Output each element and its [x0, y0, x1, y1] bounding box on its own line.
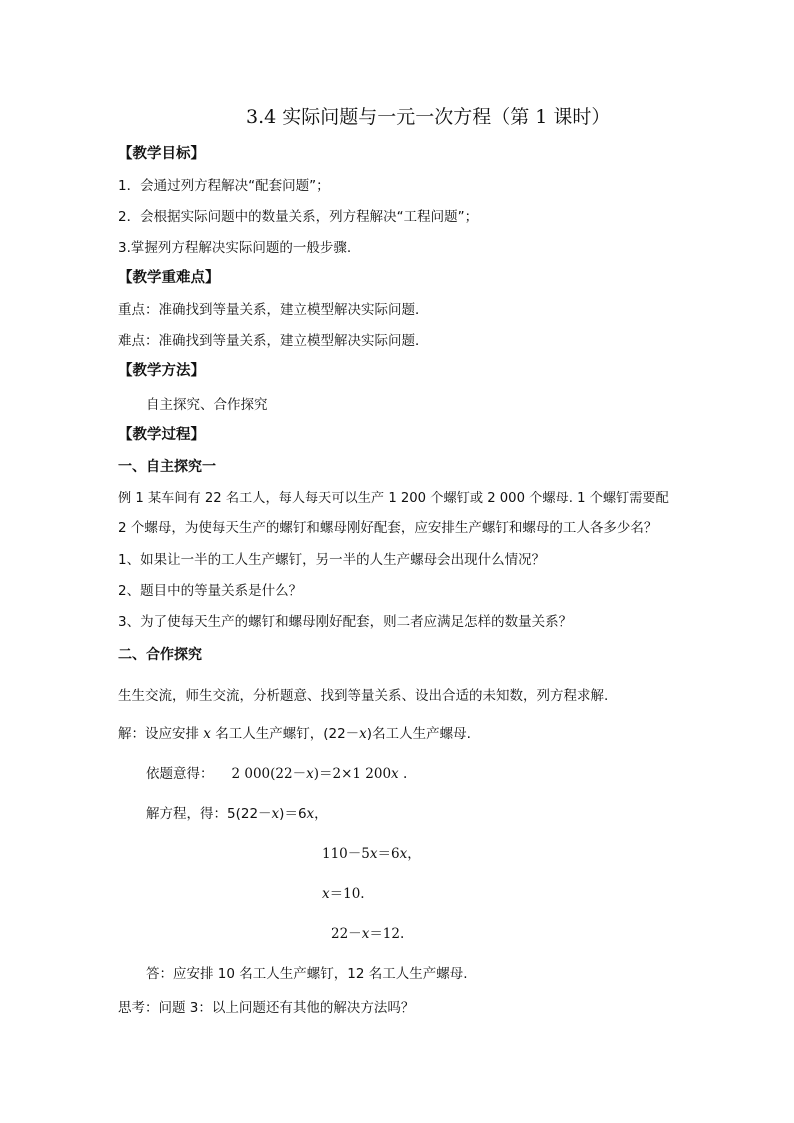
question-item: 1、如果让一半的工人生产螺钉，另一半的人生产螺母会出现什么情况？ [118, 552, 546, 568]
objective-item: 1．会通过列方程解决“配套问题”； [118, 178, 330, 194]
solve-step: 22－x＝12. [331, 926, 405, 942]
objective-item: 3.掌握列方程解决实际问题的一般步骤. [118, 240, 352, 256]
intro-text: 生生交流，师生交流，分析题意、找到等量关系、设出合适的未知数，列方程求解. [118, 688, 609, 704]
think-text: 思考：问题 3：以上问题还有其他的解决方法吗？ [118, 1000, 415, 1016]
difficulty-text: 难点：准确找到等量关系，建立模型解决实际问题． [118, 333, 429, 349]
key-points-heading: 【教学重难点】 [118, 270, 220, 286]
example-text: 2 个螺母，为使每天生产的螺钉和螺母刚好配套，应安排生产螺钉和螺母的工人各多少名？ [118, 520, 658, 536]
example-text: 例 1 某车间有 22 名工人，每人每天可以生产 1 200 个螺钉或 2 000 个螺母. 1 个螺钉需要配 [118, 491, 669, 506]
question-item: 3、为了使每天生产的螺钉和螺母刚好配套，则二者应满足怎样的数量关系？ [118, 614, 573, 630]
solve-step: x＝10. [322, 886, 365, 902]
section-title: 一、自主探究一 [118, 459, 216, 475]
question-item: 2、题目中的等量关系是什么？ [118, 583, 303, 599]
page-title: 3.4 实际问题与一元一次方程（第 1 课时） [246, 106, 611, 128]
section-title: 二、合作探究 [118, 647, 202, 663]
methods-text: 自主探究、合作探究 [146, 397, 268, 413]
equation-line: 依题意得： 2 000(22－x)＝2×1 200x . [146, 766, 408, 782]
process-heading: 【教学过程】 [118, 427, 205, 443]
objective-item: 2．会根据实际问题中的数量关系，列方程解决“工程问题”； [118, 209, 479, 225]
focus-text: 重点：准确找到等量关系，建立模型解决实际问题． [118, 302, 429, 318]
solve-step: 解方程，得：5(22－x)＝6x， [146, 806, 328, 822]
methods-heading: 【教学方法】 [118, 363, 205, 379]
solve-step: 110－5x＝6x， [322, 846, 421, 862]
objectives-heading: 【教学目标】 [118, 146, 205, 162]
answer-text: 答：应安排 10 名工人生产螺钉，12 名工人生产螺母. [146, 966, 468, 982]
solution-setup: 解：设应安排 x 名工人生产螺钉，(22－x)名工人生产螺母. [118, 726, 471, 742]
